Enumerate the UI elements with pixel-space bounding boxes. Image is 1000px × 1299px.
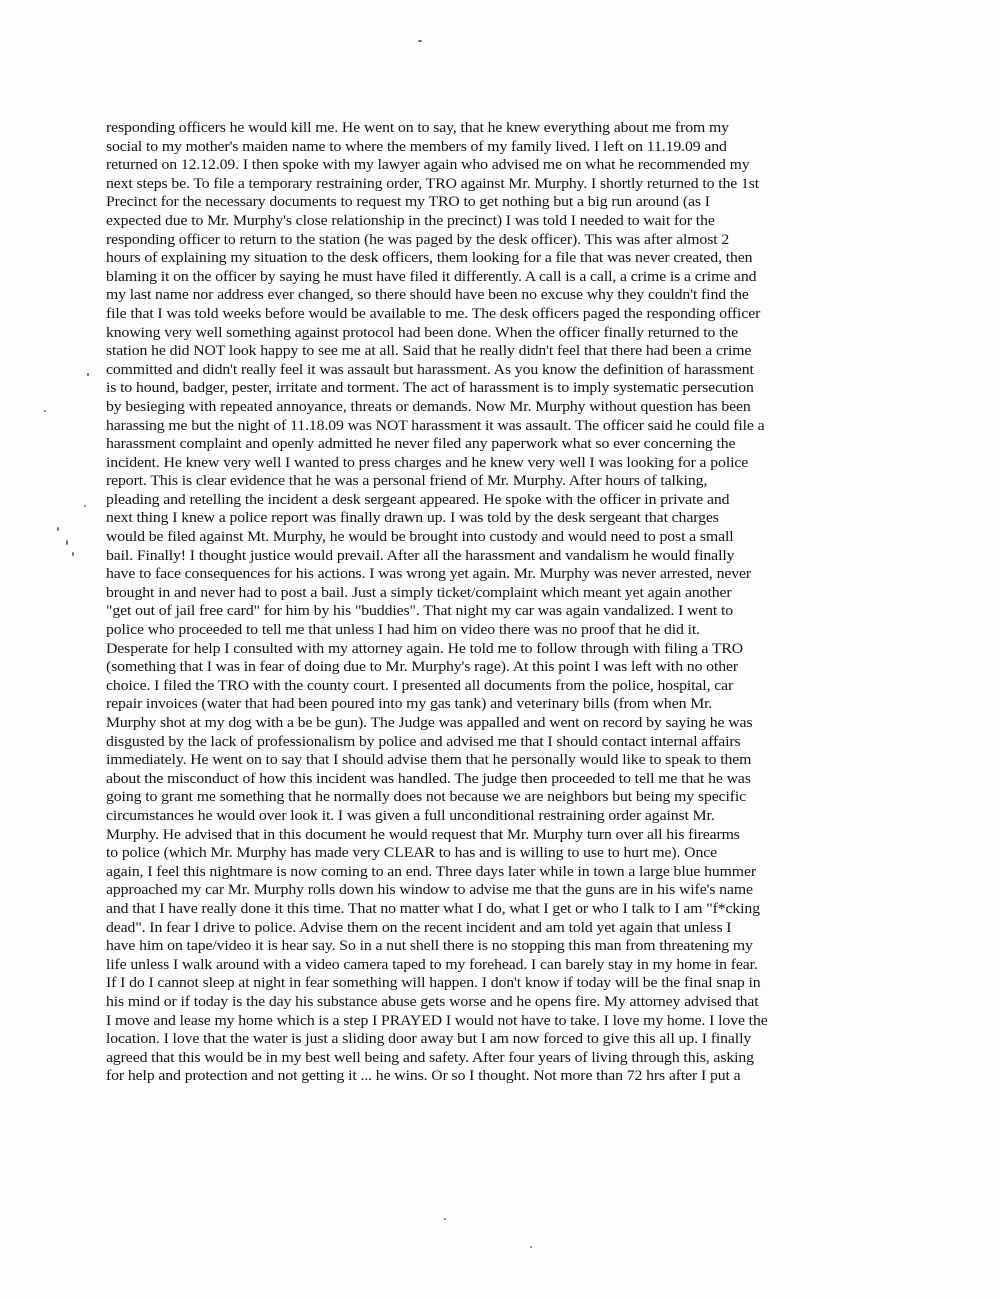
text-line: next thing I knew a police report was finally drawn up. I was told by the desk sergeant that charges	[106, 510, 719, 527]
text-line: disgusted by the lack of professionalism by police and advised me that I should contact internal affairs	[106, 733, 741, 750]
text-line: (something that I was in fear of doing due to Mr. Murphy's rage). At this point I was left with no other	[106, 659, 739, 676]
text-line: by besieging with repeated annoyance, threats or demands. Now Mr. Murphy without question has been	[106, 398, 751, 415]
letter-body	[106, 119, 876, 1086]
text-line: expected due to Mr. Murphy's close relationship in the precinct) I was told I needed to wait for the	[106, 212, 715, 229]
text-line: my last name nor address ever changed, so there should have been no excuse why they couldn't find the	[106, 287, 749, 304]
text-line: next steps be. To file a temporary restraining order, TRO against Mr. Murphy. I shortly returned to the 1st	[106, 175, 760, 192]
text-line: blaming it on the officer by saying he must have filed it differently. A call is a call, a crime is a crime and	[106, 268, 757, 285]
text-line: agreed that this would be in my best well being and safety. After four years of living through this, asking	[106, 1049, 754, 1066]
text-line: going to grant me something that he normally does not because we are neighbors but being my specific	[106, 789, 747, 806]
text-line: harassing me but the night of 11.18.09 was NOT harassment it was assault. The officer said he could file a	[106, 417, 765, 434]
scan-speck	[57, 527, 59, 531]
text-line: is to hound, badger, pester, irritate and torment. The act of harassment is to imply systematic persecution	[106, 380, 754, 397]
scan-speck	[72, 552, 74, 556]
text-line: pleading and retelling the incident a desk sergeant appeared. He spoke with the officer in private and	[106, 491, 730, 508]
text-line: committed and didn't really feel it was assault but harassment. As you know the definition of harassment	[106, 361, 754, 378]
text-line: knowing very well something against protocol had been done. When the officer finally returned to the	[106, 324, 739, 341]
text-line: circumstances he would over look it. I was given a full unconditional restraining order against Mr.	[106, 807, 715, 824]
text-line: Desperate for help I consulted with my attorney again. He told me to follow through with filing a TRO	[106, 640, 744, 657]
text-line: brought in and never had to post a bail. Just a simply ticket/complaint which meant yet again another	[106, 584, 732, 601]
text-line: about the misconduct of how this incident was handled. The judge then proceeded to tell me that he was	[106, 770, 751, 787]
scan-speck	[84, 505, 86, 507]
text-line: location. I love that the water is just a sliding door away but I am now forced to give this all up. I finally	[106, 1031, 752, 1048]
scan-speck	[418, 40, 422, 42]
text-line: Murphy shot at my dog with a be be gun). The Judge was appalled and went on record by saying he was	[106, 715, 753, 731]
text-line: If I do I cannot sleep at night in fear something will happen. I don't know if today will be the final snap in	[106, 975, 761, 992]
text-line: have him on tape/video it is hear say. So in a nut shell there is no stopping this man from threatening my	[106, 938, 753, 955]
text-line: Murphy. He advised that in this document he would request that Mr. Murphy turn over all his firearms	[106, 826, 740, 843]
text-line: station he did NOT look happy to see me at all. Said that he really didn't feel that there had been a crime	[106, 343, 752, 360]
text-line: again, I feel this nightmare is now coming to an end. Three days later while in town a large blue hummer	[106, 863, 756, 880]
text-line: bail. Finally! I thought justice would prevail. After all the harassment and vandalism he would finally	[106, 547, 735, 564]
text-line: and that I have really done it this time. That no matter what I do, what I get or who I talk to I am "f*cking	[106, 900, 760, 917]
text-line: repair invoices (water that had been poured into my gas tank) and veterinary bills (from when Mr.	[106, 696, 713, 713]
text-line: his mind or if today is the day his substance abuse gets worse and he opens fire. My attorney advised that	[106, 993, 759, 1010]
text-line: file that I was told weeks before would be available to me. The desk officers paged the responding officer	[106, 305, 761, 322]
text-line: to police (which Mr. Murphy has made very CLEAR to has and is willing to use to hurt me). Once	[106, 845, 718, 862]
text-line: "get out of jail free card" for him by his "buddies". That night my car was again vandalized. I went to	[106, 603, 734, 620]
text-line: police who proceeded to tell me that unless I had him on video there was no proof that he did it.	[106, 622, 700, 639]
text-line: social to my mother's maiden name to where the members of my family lived. I left on 11.19.09 and	[106, 138, 727, 155]
scan-speck	[66, 540, 68, 545]
text-line: approached my car Mr. Murphy rolls down his window to advise me that the guns are in his wife's name	[106, 882, 753, 899]
text-line: report. This is clear evidence that he was a personal friend of Mr. Murphy. After hours of talking,	[106, 473, 708, 490]
text-line: returned on 12.12.09. I then spoke with my lawyer again who advised me on what he recommended my	[106, 157, 750, 174]
text-line: responding officer to return to the station (he was paged by the desk officer). This was after almost 2	[106, 231, 730, 248]
text-line: would be filed against Mt. Murphy, he would be brought into custody and would need to post a small	[106, 529, 734, 546]
text-line: I move and lease my home which is a step I PRAYED I would not have to take. I love my home. I love the	[106, 1012, 768, 1029]
text-line: responding officers he would kill me. He went on to say, that he knew everything about me from my	[106, 120, 729, 136]
text-line: immediately. He went on to say that I should advise them that he personally would like to speak to them	[106, 752, 752, 769]
text-line: for help and protection and not getting it ... he wins. Or so I thought. Not more than 72 hrs after I put a	[106, 1068, 741, 1085]
text-line: life unless I walk around with a video camera taped to my forehead. I can barely stay in my home in fear.	[106, 956, 758, 973]
scan-speck	[87, 373, 89, 376]
text-line: incident. He knew very well I wanted to press charges and he knew very well I was looking for a police	[106, 454, 749, 471]
text-line: hours of explaining my situation to the desk officers, them looking for a file that was never created, then	[106, 250, 753, 267]
scan-speck	[444, 1218, 446, 1220]
text-line: harassment complaint and openly admitted he never filed any paperwork what so ever concerning the	[106, 436, 736, 453]
scan-speck	[44, 410, 46, 412]
scan-speck	[530, 1246, 532, 1248]
text-line: have to face consequences for his actions. I was wrong yet again. Mr. Murphy was never arrested, never	[106, 566, 752, 583]
text-line: dead". In fear I drive to police. Advise them on the recent incident and am told yet again that unless I	[106, 919, 732, 936]
text-line: Precinct for the necessary documents to request my TRO to get nothing but a big run around (as I	[106, 194, 710, 211]
text-line: choice. I filed the TRO with the county court. I presented all documents from the police, hospital, car	[106, 677, 734, 694]
